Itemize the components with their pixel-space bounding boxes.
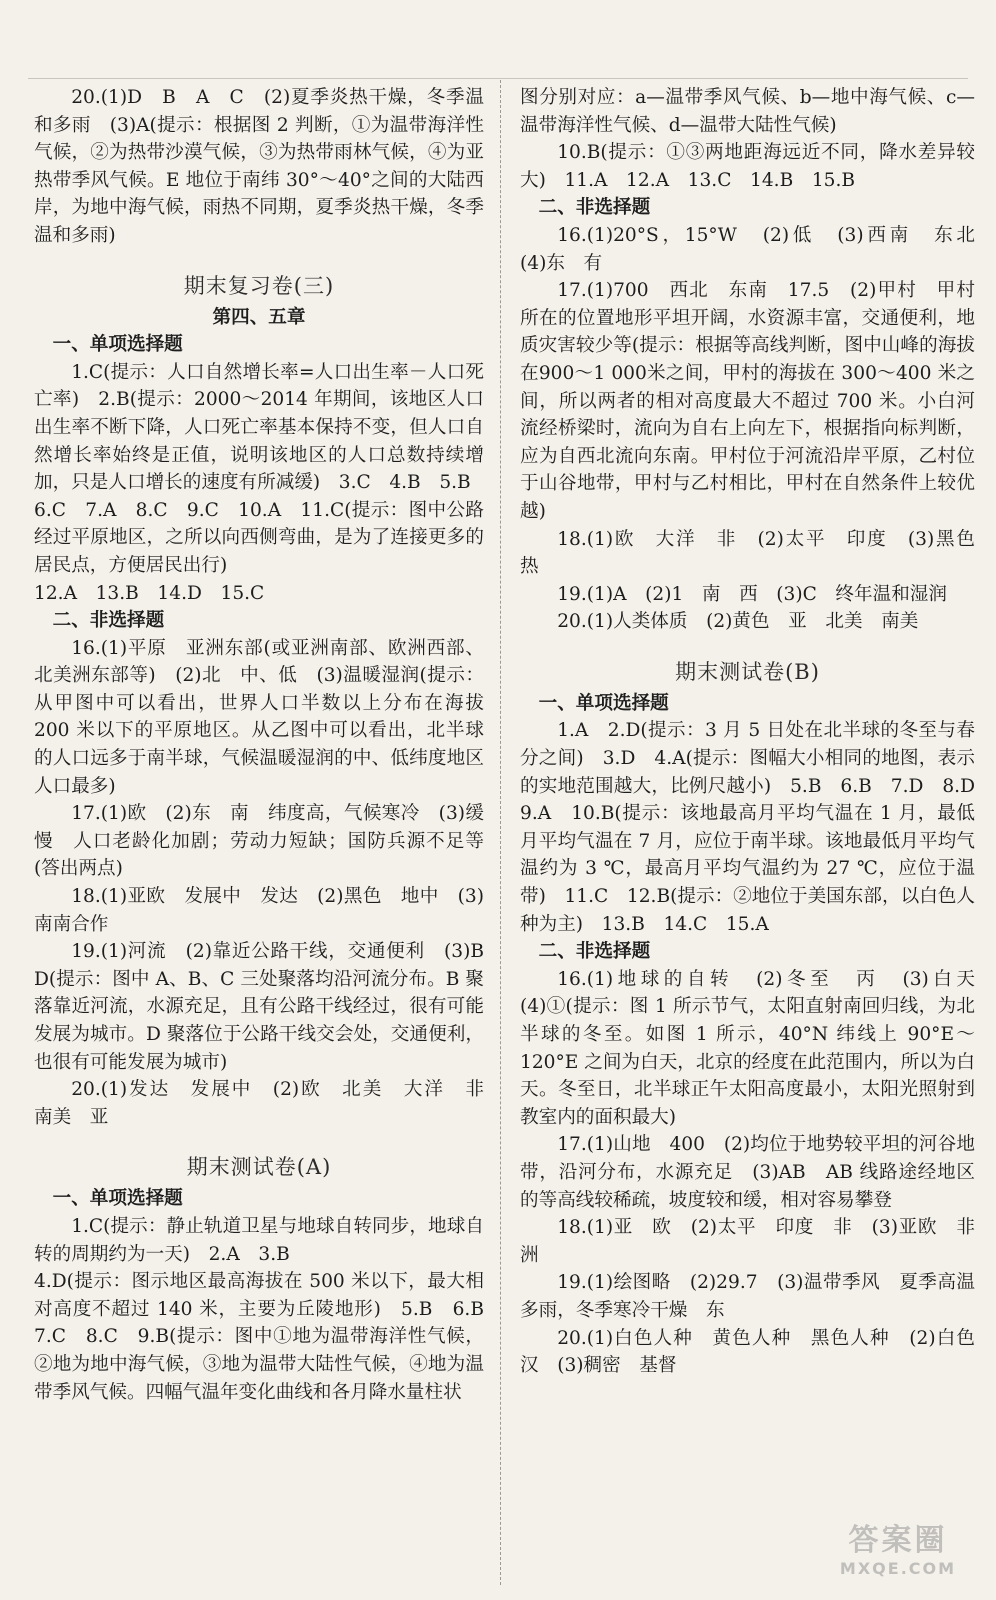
answer-paragraph: 17.(1)山地 400 (2)均位于地势较平坦的河谷地带，沿河分布，水源充足 (3)AB AB 线路途经地区的等高线较稀疏，坡度较和缓，相对容易攀登: [520, 1134, 975, 1211]
top-rule: [28, 78, 968, 79]
question-type-heading: 一、单项选择题: [538, 692, 669, 714]
question-type-heading: 二、非选择题: [538, 197, 651, 219]
watermark-url: MXQE.COM: [839, 1559, 957, 1578]
answer-paragraph: 20.(1)发达 发展中 (2)欧 北美 大洋 非 南美 亚: [34, 1079, 503, 1128]
left-column: [34, 84, 503, 1406]
question-type-heading: 二、非选择题: [52, 610, 165, 632]
answer-paragraph: 17.(1)700 西北 东南 17.5 (2)甲村 甲村所在的位置地形平坦开阔，水资源丰富，交通便利，地质灾害较少等(提示：根据等高线判断，图中山峰的海拔在900～1 000米之间，甲村的海拔在 300～400 米之间，所以两者的相对高度最大不超过 700 米。小白河流经桥梁时，流向为自右上向左下，根据指向标判断，应为自西北流向东南。甲村位于河流沿岸平原，乙村位于山谷地带，甲村与乙村相比，甲村在自然条件上较优越): [520, 280, 975, 522]
section-title: 期末测试卷(A): [186, 1155, 332, 1180]
answer-paragraph: 17.(1)欧 (2)东 南 纬度高，气候寒冷 (3)缓慢 人口老龄化加剧；劳动力短缺；国防兵源不足等(答出两点): [34, 803, 484, 880]
section-subtitle: 第四、五章: [212, 306, 306, 328]
answer-paragraph: 1.C(提示：静止轨道卫星与地球自转同步，地球自转的周期约为一天) 2.A 3.B: [34, 1215, 484, 1265]
question-type-heading: 一、单项选择题: [52, 334, 183, 356]
answer-paragraph: 20.(1)人类体质 (2)黄色 亚 北美 南美: [557, 611, 919, 633]
answer-paragraph: 1.C(提示：人口自然增长率=人口出生率－人口死亡率) 2.B(提示：2000～2014 年期间，该地区人口出生率不断下降，人口死亡率基本保持不变，但人口自然增长率始终是正值，说明该地区的人口总数持续增加，只是人口增长的速度有所减缓) 3.C 4.B 5.B: [34, 361, 484, 494]
answer-paragraph: 19.(1)A (2)1 南 西 (3)C 终年温和湿润: [557, 583, 947, 605]
answer-paragraph: 12.A 13.B 14.D 15.C: [34, 582, 265, 604]
question-type-heading: 一、单项选择题: [52, 1188, 183, 1210]
answer-paragraph: 18.(1)亚 欧 (2)太平 印度 非 (3)亚欧 非洲: [520, 1217, 975, 1266]
column-divider: [500, 80, 501, 1585]
answer-paragraph: 16.(1)20°S，15°W (2)低 (3)西南 东北 (4)东 有: [520, 224, 994, 274]
watermark-logo: [818, 1516, 978, 1586]
watermark-text: 答案圈: [848, 1523, 948, 1558]
answer-paragraph: 16.(1)地球的自转 (2)冬至 丙 (3)白天 (4)①(提示：图 1 所示节气，太阳直射南回归线，为北半球的冬至。如图 1 所示，40°N 纬线上 90°E～120°E 之间为白天，北京的经度在此范围内，所以为白天。冬至日，北半球正午太阳高度最小，太阳光照射到教室内的面积最大): [520, 968, 994, 1128]
answer-paragraph: 20.(1)D B A C (2)夏季炎热干燥，冬季温和多雨 (3)A(提示：根据图 2 判断，①为温带海洋性气候，②为热带沙漠气候，③为热带雨林气候，④为亚热带季风气候。E 地位于南纬 30°～40°之间的大陆西岸，为地中海气候，雨热不同期，夏季炎热干燥，冬季温和多雨): [34, 87, 484, 246]
answer-paragraph: 20.(1)白色人种 黄色人种 黑色人种 (2)白色 汉 (3)稠密 基督: [520, 1327, 994, 1377]
section-title: 期末复习卷(三): [183, 273, 335, 298]
answer-paragraph: 16.(1)平原 亚洲东部(或亚洲南部、欧洲西部、北美洲东部等) (2)北 中、低 (3)温暖湿润(提示：从甲图中可以看出，世界人口半数以上分布在海拔 200 米以下的平原地区。从乙图中可以看出，北半球的人口远多于南半球，气候温暖湿润的中、低纬度地区人口最多): [34, 637, 484, 797]
right-column: [520, 84, 994, 1380]
answer-paragraph: 4.D(提示：图示地区最高海拔在 500 米以下，最大相对高度不超过 140 米，主要为丘陵地形) 5.B 6.B 7.C 8.C 9.B(提示：图中①地为温带海洋性气候，②地为地中海气候，③地为温带大陆性气候，④地为温带季风气候。四幅气温年变化曲线和各月降水量柱状: [34, 1271, 503, 1403]
answer-paragraph: 1.A 2.D(提示：3 月 5 日处在北半球的冬至与春分之间) 3.D 4.A(提示：图幅大小相同的地图，表示的实地范围越大，比例尺越小) 5.B 6.B 7.D 8.D 9.A 10.B(提示：该地最高月平均气温在 1 月，最低月平均气温在 7 月，应位于南半球。该地最低月平均气温约为 3 ℃，最高月平均气温约为 27 ℃，应位于温带) 11.C 12.B(提示：②地位于美国东部，以白色人种为主) 13.B 14.C 15.A: [520, 720, 994, 935]
answer-paragraph: 10.B(提示：①③两地距海远近不同，降水差异较大) 11.A 12.A 13.C 14.B 15.B: [520, 142, 975, 191]
question-type-heading: 二、非选择题: [538, 941, 651, 963]
answer-paragraph: 19.(1)绘图略 (2)29.7 (3)温带季风 夏季高温多雨，冬季寒冷干燥 东: [520, 1272, 975, 1321]
answer-paragraph: 18.(1)欧 大洋 非 (2)太平 印度 (3)黑色 热: [520, 528, 994, 578]
section-title: 期末测试卷(B): [675, 659, 820, 684]
answer-paragraph: 18.(1)亚欧 发展中 发达 (2)黑色 地中 (3)南南合作: [34, 886, 484, 935]
answer-paragraph: 19.(1)河流 (2)靠近公路干线，交通便利 (3)B D(提示：图中 A、B、C 三处聚落均沿河流分布。B 聚落靠近河流，水源充足，且有公路干线经过，很有可能发展为城市。D 聚落位于公路干线交会处，交通便利，也很有可能发展为城市): [34, 941, 503, 1073]
answer-paragraph: 图分别对应：a—温带季风气候、b—地中海气候、c—温带海洋性气候、d—温带大陆性气候): [520, 87, 975, 136]
answer-paragraph: 6.C 7.A 8.C 9.C 10.A 11.C(提示：图中公路经过平原地区，之所以向西侧弯曲，是为了连接更多的居民点，方便居民出行): [34, 499, 484, 576]
